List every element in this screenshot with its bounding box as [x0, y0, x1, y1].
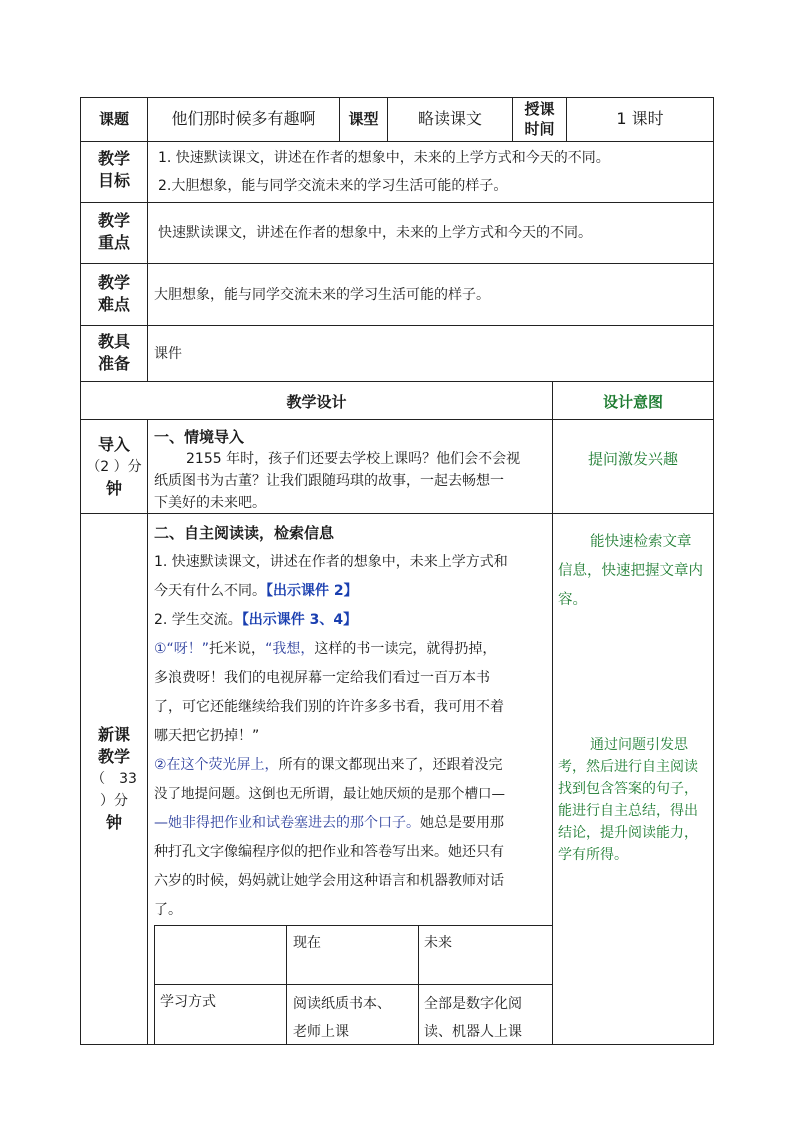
- intent-1-line-a: 能快速检索文章: [590, 534, 692, 550]
- inner-now-line-b: 老师上课: [293, 1024, 349, 1040]
- quote-2-line-f: 了。: [154, 902, 182, 918]
- tools-label-line1: 教具: [97, 332, 130, 351]
- intent-1-line-c: 容。: [558, 592, 587, 608]
- label-column-divider: [147, 141, 148, 381]
- key-label: [81, 210, 147, 256]
- header-lesson-title: 他们那时候多有趣啊: [171, 109, 316, 128]
- table-border-right: [713, 97, 714, 1045]
- goal-line-2: 2.大胆想象，能与同学交流未来的学习生活可能的样子。: [158, 178, 508, 194]
- newlesson-label-line2: 教学: [97, 747, 130, 766]
- goal-label-line1: 教学: [97, 149, 130, 168]
- intro-label-line1: 导入: [97, 435, 130, 454]
- courseware-3-4-link: 【出示课件 3、4】: [241, 612, 358, 628]
- quote-2-slot: —她非得把作业和试卷塞进去的那个口子。: [154, 815, 420, 831]
- step-1-line-a: 1. 快速默读课文，讲述在作者的想象中，未来上学方式和: [154, 554, 508, 570]
- inner-now-line-a: 阅读纸质书本、: [293, 996, 391, 1012]
- intent-2-line-d: 能进行自主总结，得出: [558, 803, 698, 819]
- quote-1-line-c: 了，可它还能继续给我们别的许许多多书看，我可用不着: [154, 699, 504, 715]
- newlesson-intent-2: [558, 734, 712, 864]
- intent-2-line-c: 找到包含答案的句子，: [558, 781, 698, 797]
- quote-1-exclaim: ①“呀！”: [154, 641, 210, 657]
- intro-para-2: 纸质图书为古董？让我们跟随玛琪的故事，一起去畅想一: [154, 473, 504, 489]
- inner-table-top: [154, 925, 552, 926]
- intro-label-line3: 钟: [105, 479, 122, 498]
- difficult-label-line1: 教学: [97, 273, 130, 292]
- quote-2-rest: 所有的课文都现出来了，还跟着没完: [278, 757, 503, 773]
- quote-2-screen: ②在这个荧光屏上，: [154, 757, 279, 773]
- tools-text: 课件: [154, 346, 182, 362]
- difficult-label-line2: 难点: [97, 295, 130, 314]
- row-separator: [80, 263, 714, 264]
- intro-para-1: 2155 年时，孩子们还要去学校上课吗？他们会不会视: [186, 451, 521, 467]
- inner-future-line-b: 读、机器人上课: [424, 1024, 522, 1040]
- header-type-label: 课型: [348, 110, 379, 128]
- intent-2-line-b: 考，然后进行自主阅读: [558, 759, 698, 775]
- design-intent-title: 设计意图: [602, 393, 663, 411]
- inner-table-left: [154, 925, 155, 1045]
- inner-future-cell: [424, 990, 550, 1042]
- tools-label-line2: 准备: [97, 354, 130, 373]
- inner-now-cell: [293, 990, 415, 1042]
- design-title: 教学设计: [286, 393, 347, 411]
- newlesson-label-line5: 钟: [105, 813, 122, 832]
- newlesson-content: [154, 519, 551, 925]
- goal-label-line2: 目标: [97, 171, 130, 190]
- quote-1-think: “我想，: [265, 641, 315, 657]
- row-separator: [80, 325, 714, 326]
- intent-2-line-f: 学有所得。: [558, 847, 628, 863]
- step-1-text: 今天有什么不同。: [154, 583, 266, 599]
- quote-2-line-e: 六岁的时候，妈妈就让她学会用这种语言和机器教师对话: [154, 873, 504, 889]
- quote-1-said: 托米说，: [209, 641, 266, 657]
- header-subject-label: 课题: [98, 110, 129, 128]
- newlesson-intent-1: [558, 528, 712, 612]
- newlesson-label-line3: （ 33: [91, 771, 137, 787]
- tools-label: [81, 331, 147, 377]
- courseware-2-link: 【出示课件 2】: [266, 583, 358, 599]
- goal-text: [158, 146, 708, 198]
- quote-1-line-a: [154, 635, 551, 664]
- inner-table-col: [286, 925, 287, 1045]
- intent-2-line-e: 结论，提升阅读能力，: [558, 825, 698, 841]
- label-column-divider: [147, 419, 148, 1045]
- goal-line-1: 1. 快速默读课文，讲述在作者的想象中，未来的上学方式和今天的不同。: [158, 150, 610, 166]
- quote-2-line-a: [154, 751, 551, 780]
- quote-2-line-c: [154, 809, 551, 838]
- quote-2-line-b: 没了地提问题。这倒也无所谓，最让她厌烦的是那个槽口—: [154, 786, 505, 802]
- newlesson-label-line4: ）分: [100, 793, 128, 809]
- inner-row-label: 学习方式: [160, 994, 216, 1010]
- intent-2-line-a: 通过问题引发思: [590, 737, 688, 753]
- difficult-label: [81, 272, 147, 318]
- header-time-label: [513, 99, 566, 139]
- newlesson-heading: 二、自主阅读读，检索信息: [154, 524, 335, 542]
- intent-1-line-b: 信息，快速把握文章内: [558, 563, 703, 579]
- newlesson-label: [81, 724, 147, 844]
- intro-content: [154, 426, 551, 512]
- inner-col-now: 现在: [293, 935, 321, 951]
- table-border-top: [80, 97, 714, 98]
- quote-1-tail: 这样的书一读完，就得扔掉，: [314, 641, 497, 657]
- quote-1-line-d: 哪天把它扔掉！”: [154, 728, 260, 744]
- step-2-line: [154, 606, 551, 635]
- newlesson-label-line1: 新课: [97, 725, 130, 744]
- row-separator: [80, 202, 714, 203]
- inner-table-mid: [154, 984, 552, 985]
- intro-para-3: 下美好的未来吧。: [154, 495, 266, 511]
- intro-label-line2: （2 ）分: [86, 459, 142, 475]
- quote-2-line-d: 种打孔文字像编程序似的把作业和答卷写出来。她还只有: [154, 844, 504, 860]
- header-time-value: 1 课时: [616, 109, 664, 128]
- key-label-line1: 教学: [97, 211, 130, 230]
- intent-column-divider: [552, 381, 553, 1045]
- key-text: 快速默读课文，讲述在作者的想象中，未来的上学方式和今天的不同。: [158, 225, 592, 241]
- header-time-label-line1: 授课: [524, 100, 555, 118]
- goal-label: [81, 148, 147, 194]
- difficult-text: 大胆想象，能与同学交流未来的学习生活可能的样子。: [154, 287, 490, 303]
- row-separator: [80, 419, 714, 420]
- step-2-text: 2. 学生交流。: [154, 612, 242, 628]
- header-time-label-line2: 时间: [524, 120, 555, 138]
- intro-intent: 提问激发兴趣: [587, 450, 678, 468]
- quote-1-line-b: 多浪费呀！我们的电视屏幕一定给我们看过一百万本书: [154, 670, 490, 686]
- inner-future-line-a: 全部是数字化阅: [424, 996, 522, 1012]
- header-lesson-type: 略读课文: [417, 109, 482, 128]
- intro-label: [81, 434, 147, 504]
- row-separator: [80, 141, 714, 142]
- key-label-line2: 重点: [97, 233, 130, 252]
- inner-table-col: [418, 925, 419, 1045]
- intro-heading: 一、情境导入: [154, 428, 245, 446]
- row-separator: [80, 381, 714, 382]
- inner-col-future: 未来: [424, 935, 452, 951]
- step-1-line-b: [154, 577, 551, 606]
- quote-2-slot-rest: 她总是要用那: [420, 815, 504, 831]
